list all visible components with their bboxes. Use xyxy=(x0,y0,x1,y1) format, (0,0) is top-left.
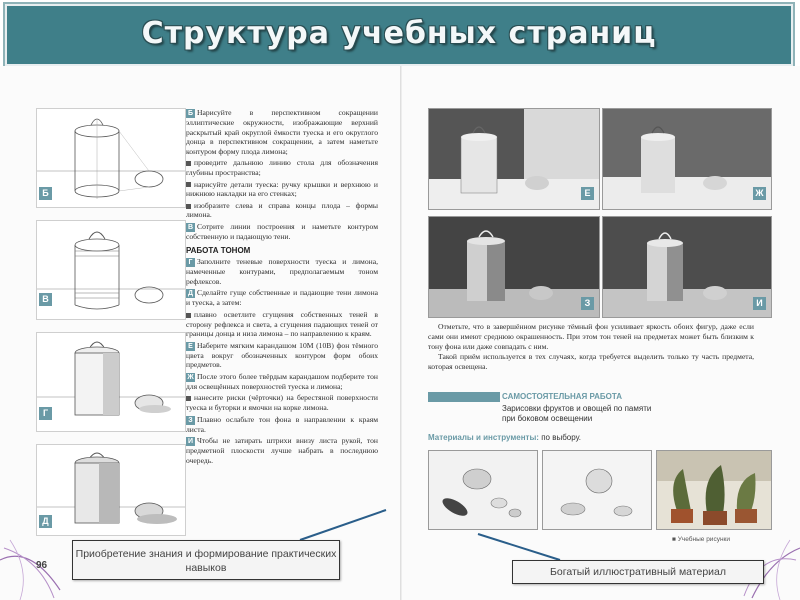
photo-label: Ж xyxy=(753,187,766,200)
sketch-vegetables xyxy=(428,450,538,530)
step-icon: В xyxy=(187,223,194,231)
photo-label: З xyxy=(581,297,594,310)
page-fold xyxy=(400,66,402,600)
sketch-fruits xyxy=(542,450,652,530)
tonal-drawing-zh xyxy=(602,108,772,210)
paragraph: Чтобы не затирать штрихи внизу листа рукой, тон предметной плоскости лучше набрать в последнюю очередь. xyxy=(186,436,378,465)
paragraph: Нарисуйте в перспективном сокращении эллиптические окружности, изображающие верхний раскрытый край округлой ёмкости туеска и его округлого донца в перспективном сокращении, а затем наметьте контуром форму плода лимона; xyxy=(186,108,378,156)
paragraph: Такой приём используется в тех случаях, когда требуется выделить только ту часть предмета, которая освещена. xyxy=(428,352,754,372)
page-number: 96 xyxy=(36,560,48,571)
callout-knowledge: Приобретение знания и формирование практических навыков xyxy=(72,540,340,580)
self-work-line: Зарисовки фруктов и овощей по памяти xyxy=(502,404,652,413)
step-icon: Г xyxy=(186,258,195,267)
drawing-step-d xyxy=(36,444,186,536)
photo-label: И xyxy=(753,297,766,310)
paragraph: Заполните теневые поверхности туеска и лимона, намеченные контурами, предполагаемым тоном рефлексов. xyxy=(186,257,378,286)
self-work-description xyxy=(502,404,722,424)
self-work-marker xyxy=(428,392,500,402)
step-icon: Е xyxy=(186,342,195,351)
figure-label: Д xyxy=(39,515,52,528)
paragraph: Наберите мягким карандашом 10М (10В) фон тёмного цвета вокруг обозначенных контуром форм обоих предметов. xyxy=(186,340,378,370)
sketches-caption: ■ Учебные рисунки xyxy=(672,536,731,543)
bullet-icon xyxy=(186,396,191,401)
paragraph: Сотрите линии построения и наметьте контуром собственную и падающую тени. xyxy=(186,221,378,241)
step-icon: З xyxy=(186,416,195,425)
bullet-icon xyxy=(186,161,191,166)
tonal-drawing-z xyxy=(428,216,600,318)
figure-label: Г xyxy=(39,407,52,420)
step-icon: Д xyxy=(188,290,193,298)
paragraph: проведите дальнюю линию стола для обозначения глубины пространства; xyxy=(186,158,378,177)
step-icon: Ж xyxy=(187,373,194,381)
paragraph: плавно осветлите сгущения собственных теней в сторону рефлекса и света, а сгущения падающих теней от границы донца и низа лимона – по направлению к краям. xyxy=(186,309,378,339)
bullet-icon xyxy=(186,182,191,187)
paragraph: Отметьте, что в завершённом рисунке тёмный фон усиливает яркость обоих фигур, даже если сами они имеют среднюю окрашенность. При этом тон теней на предметах может быть близким к тону фона или даже совпадать с ним. xyxy=(428,322,754,351)
drawing-step-b xyxy=(36,108,186,208)
tonal-drawing-i xyxy=(602,216,772,318)
left-text-column xyxy=(186,108,378,467)
materials-value: по выбору. xyxy=(541,433,582,442)
callout-illustrations: Богатый иллюстративный материал xyxy=(512,560,764,584)
paragraph: нанесите риски (чёрточки) на берестяной поверхности туеска и буторки и ямочки на корке лимона. xyxy=(186,393,378,413)
title-banner xyxy=(5,4,793,66)
paragraph: нарисуйте детали туеска: ручку крышки и верхнюю и нижнюю накладки на его стенках; xyxy=(186,179,378,199)
paragraph: Сделайте гуще собственные и падающие тени лимона и туеска, а затем: xyxy=(186,288,378,308)
materials-line xyxy=(428,433,581,442)
materials-label: Материалы и инструменты: xyxy=(428,433,539,442)
figure-label: В xyxy=(39,293,52,306)
self-work-title: САМОСТОЯТЕЛЬНАЯ РАБОТА xyxy=(502,392,623,401)
paragraph: Плавно ослабьте тон фона в направлении к краям листа. xyxy=(186,414,378,434)
bullet-icon xyxy=(186,204,191,209)
self-work-line: при боковом освещении xyxy=(502,414,593,423)
step-icon: И xyxy=(187,438,194,446)
caption-text: Учебные рисунки xyxy=(677,536,731,543)
step-icon: Б xyxy=(187,110,194,117)
figure-label: Б xyxy=(39,187,52,200)
paragraph: После этого более твёрдым карандашом подберите тон для освещённых поверхностей туеска и лимона; xyxy=(186,371,378,391)
drawing-step-v xyxy=(36,220,186,320)
photo-label: Е xyxy=(581,187,594,200)
tonal-drawing-e xyxy=(428,108,600,210)
section-heading: РАБОТА ТОНОМ xyxy=(186,245,251,255)
drawing-step-g xyxy=(36,332,186,432)
bullet-icon xyxy=(186,313,191,318)
sketch-plants xyxy=(656,450,772,530)
banner-title: Структура учебных страниц xyxy=(141,16,657,51)
right-text-block xyxy=(428,322,754,373)
paragraph: изобразите слева и справа концы плода – формы лимона. xyxy=(186,200,378,220)
